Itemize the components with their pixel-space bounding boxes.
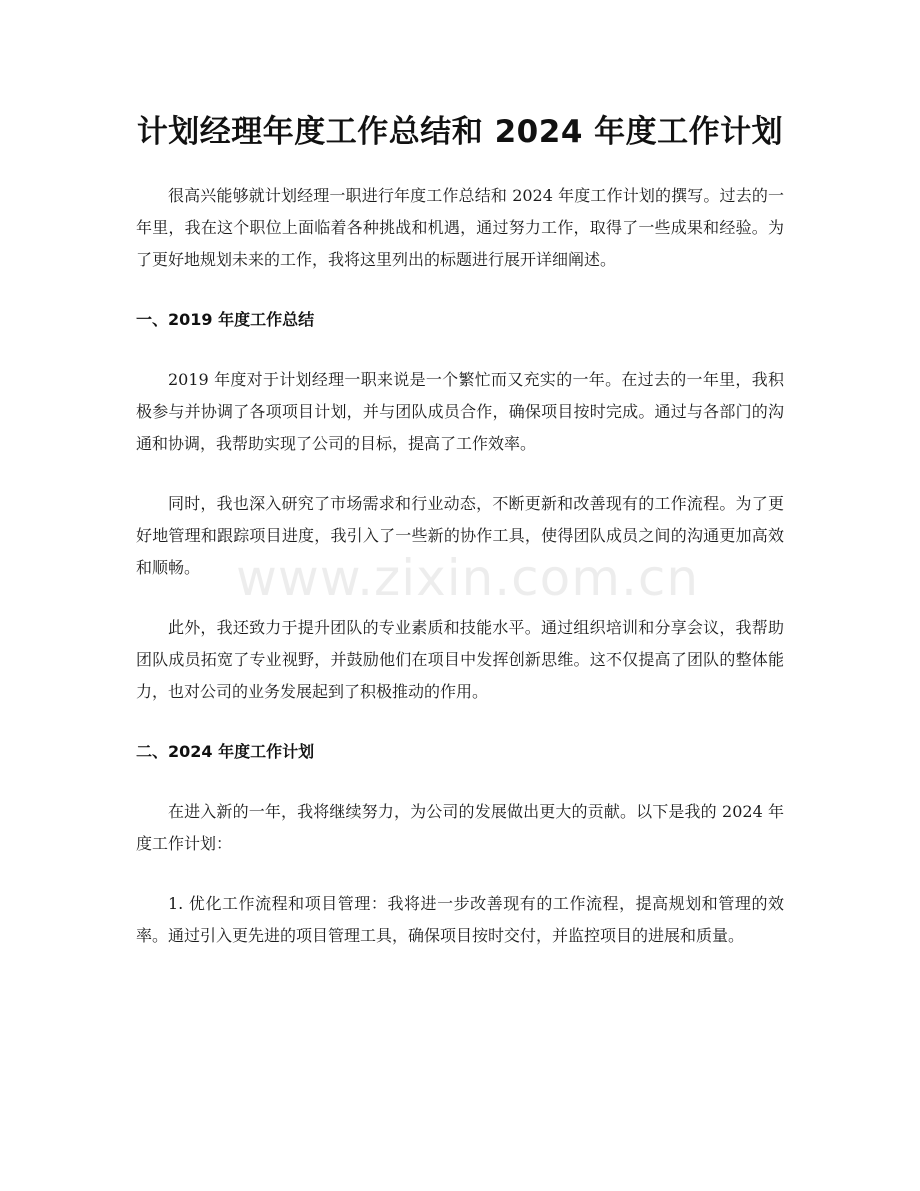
- section-2-list-item-1: 1. 优化工作流程和项目管理：我将进一步改善现有的工作流程，提高规划和管理的效率。通过引入更先进的项目管理工具，确保项目按时交付，并监控项目的进展和质量。: [136, 894, 784, 945]
- watermark: www.zixin.com.cn: [236, 549, 700, 607]
- section-2-paragraph-1: 在进入新的一年，我将继续努力，为公司的发展做出更大的贡献。以下是我的 2024 年度工作计划：: [136, 802, 784, 853]
- section-1-paragraph-3: 此外，我还致力于提升团队的专业素质和技能水平。通过组织培训和分享会议，我帮助团队成员拓宽了专业视野，并鼓励他们在项目中发挥创新思维。这不仅提高了团队的整体能力，也对公司的业务发展起到了积极推动的作用。: [136, 618, 784, 701]
- section-2-heading: 二、2024 年度工作计划: [136, 742, 315, 761]
- document-title: 计划经理年度工作总结和 2024 年度工作计划: [136, 114, 784, 150]
- intro-paragraph: 很高兴能够就计划经理一职进行年度工作总结和 2024 年度工作计划的撰写。过去的一年里，我在这个职位上面临着各种挑战和机遇，通过努力工作，取得了一些成果和经验。为了更好地规划未来的工作，我将这里列出的标题进行展开详细阐述。: [136, 186, 784, 269]
- section-1-paragraph-1: 2019 年度对于计划经理一职来说是一个繁忙而又充实的一年。在过去的一年里，我积极参与并协调了各项项目计划，并与团队成员合作，确保项目按时完成。通过与各部门的沟通和协调，我帮助实现了公司的目标，提高了工作效率。: [136, 370, 784, 453]
- section-1-paragraph-2: 同时，我也深入研究了市场需求和行业动态，不断更新和改善现有的工作流程。为了更好地管理和跟踪项目进度，我引入了一些新的协作工具，使得团队成员之间的沟通更加高效和顺畅。: [136, 494, 784, 577]
- section-1-heading: 一、2019 年度工作总结: [136, 310, 315, 329]
- document-body: [136, 180, 784, 952]
